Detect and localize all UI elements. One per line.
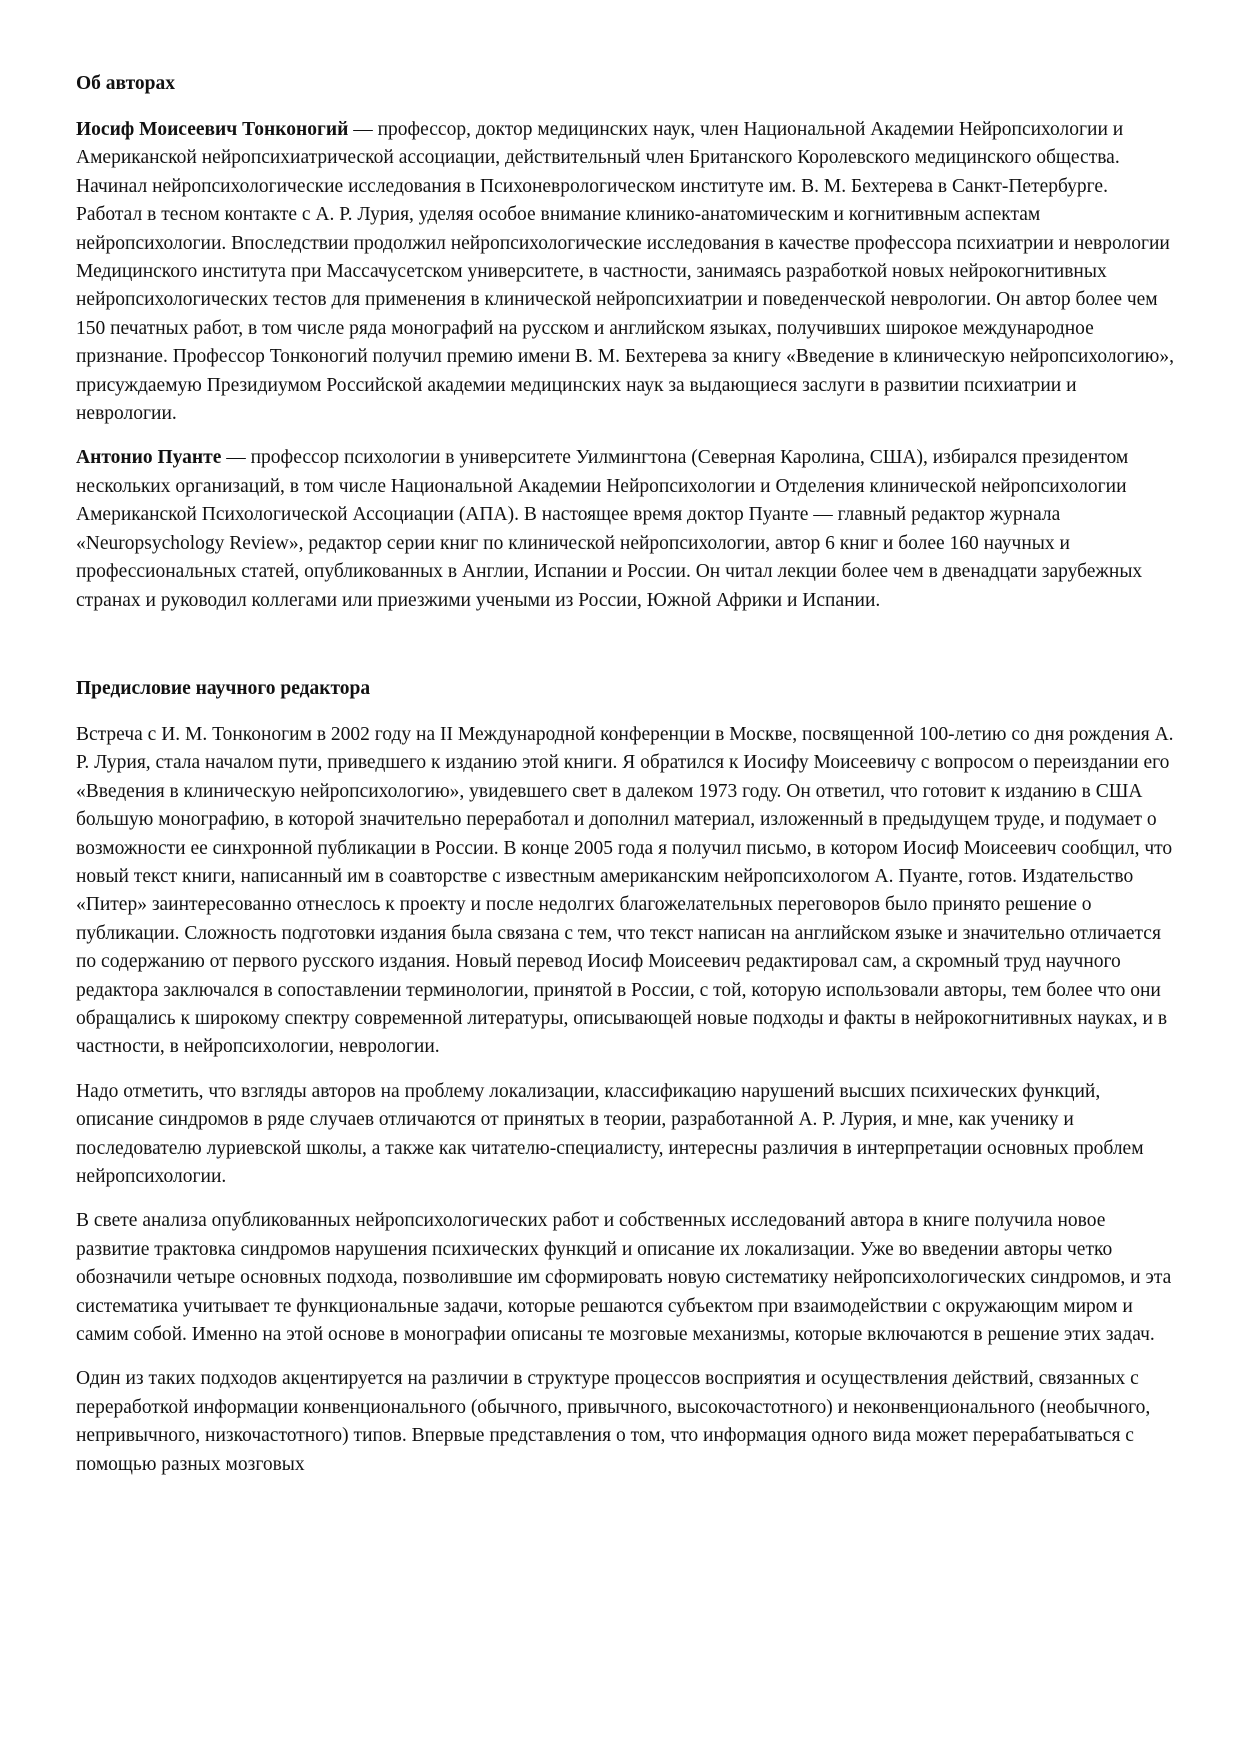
author-name: Иосиф Моисеевич Тонконогий (76, 119, 349, 140)
section-spacer (76, 631, 1176, 675)
preface-paragraph: Надо отметить, что взгляды авторов на проблему локализации, классификацию нарушений высших психических функций, описание синдромов в ряде случаев отличаются от принятых в теории, разработанной А. Р. Лурия, и мне, как ученику и последователю луриевской школы, а также как читателю-специалисту, интересны различия в интерпретации основных проблем нейропсихологии. (76, 1080, 1144, 1187)
section-title-authors: Об авторах (76, 73, 176, 94)
author-bio-text: — профессор, доктор медицинских наук, член Национальной Академии Нейропсихологии и Американской нейропсихиатрической ассоциации, действительный член Британского Королевского медицинского общества. Начинал нейропсихологические исследования в Психоневрологическом институте им. В. М. Бехтерева в Санкт-Петербурге. Работал в тесном контакте с А. Р. Лурия, уделяя особое внимание клинико-анатомическим и когнитивным аспектам нейропсихологии. Впоследствии продолжил нейропсихологические исследования в качестве профессора психиатрии и неврологии Медицинского института при Массачусетском университете, в частности, занимаясь разработкой новых нейрокогнитивных нейропсихологических тестов для применения в клинической нейропсихиатрии и поведенческой неврологии. Он автор более чем 150 печатных работ, в том числе ряда монографий на русском и английском языках, получивших широкое международное признание. Профессор Тонконогий получил премию имени В. М. Бехтерева за книгу «Введение в клиническую нейропсихологию», присуждаемую Президиумом Российской академии медицинских наук за выдающиеся заслуги в развитии психиатрии и неврологии. (76, 119, 1174, 425)
preface-paragraph: Встреча с И. М. Тонконогим в 2002 году на II Международной конференции в Москве, посвященной 100-летию со дня рождения А. Р. Лурия, стала началом пути, приведшего к изданию этой книги. Я обратился к Иосифу Моисеевичу с вопросом о переиздании его «Введения в клиническую нейропсихологию», увидевшего свет в далеком 1973 году. Он ответил, что готовит к изданию в США большую монографию, в которой значительно переработал и дополнил материал, изложенный в предыдущем труде, и подумает о возможности ее синхронной публикации в России. В конце 2005 года я получил письмо, в котором Иосиф Моисеевич сообщил, что новый текст книги, написанный им в соавторстве с известным американским нейропсихологом А. Пуанте, готов. Издательство «Питер» заинтересованно отнеслось к проекту и после недолгих благожелательных переговоров было принято решение о публикации. Сложность подготовки издания была связана с тем, что текст написан на английском языке и значительно отличается по содержанию от первого русского издания. Новый перевод Иосиф Моисеевич редактировал сам, а скромный труд научного редактора заключался в сопоставлении терминологии, принятой в России, с той, которую использовали авторы, тем более что они обращались к широкому спектру современной литературы, описывающей новые подходы и факты в нейрокогнитивных науках, и в частности, в нейропсихологии, неврологии. (76, 723, 1174, 1058)
author-bio-puente (76, 444, 1176, 614)
author-name: Антонио Пуанте (76, 447, 222, 469)
section-title-preface: Предисловие научного редактора (76, 677, 371, 699)
preface-paragraph: В свете анализа опубликованных нейропсихологических работ и собственных исследований автора в книге получила новое развитие трактовка синдромов нарушения психических функций и описание их локализации. Уже во введении авторы четко обозначили четыре основных подхода, позволившие им сформировать новую систематику нейропсихологических синдромов, и эта систематика учитывает те функциональные задачи, которые решаются субъектом при взаимодействии с окружающим миром и самим собой. Именно на этой основе в монографии описаны те мозговые механизмы, которые включаются в решение этих задач. (76, 1210, 1172, 1346)
author-bio-text: — профессор психологии в университете Уилмингтона (Северная Каролина, США), избирался президентом нескольких организаций, в том числе Национальной Академии Нейропсихологии и Отделения клинической нейропсихологии Американской Психологической Ассоциации (АПА). В настоящее время доктор Пуанте — главный редактор журнала «Neuropsychology Review», редактор серии книг по клинической нейропсихологии, автор 6 книг и более 160 научных и профессиональных статей, опубликованных в Англии, Испании и России. Он читал лекции более чем в двенадцати зарубежных странах и руководил коллегами или приезжими учеными из России, Южной Африки и Испании. (76, 447, 1143, 611)
document-page (76, 70, 1176, 1495)
author-bio-tonkonogy (76, 116, 1176, 428)
preface-paragraph: Один из таких подходов акцентируется на различии в структуре процессов восприятия и осуществления действий, связанных с переработкой информации конвенционального (обычного, привычного, высокочастотного) и неконвенционального (необычного, непривычного, низкочастотного) типов. Впервые представления о том, что информация одного вида может перерабатываться с помощью разных мозговых (76, 1368, 1151, 1475)
